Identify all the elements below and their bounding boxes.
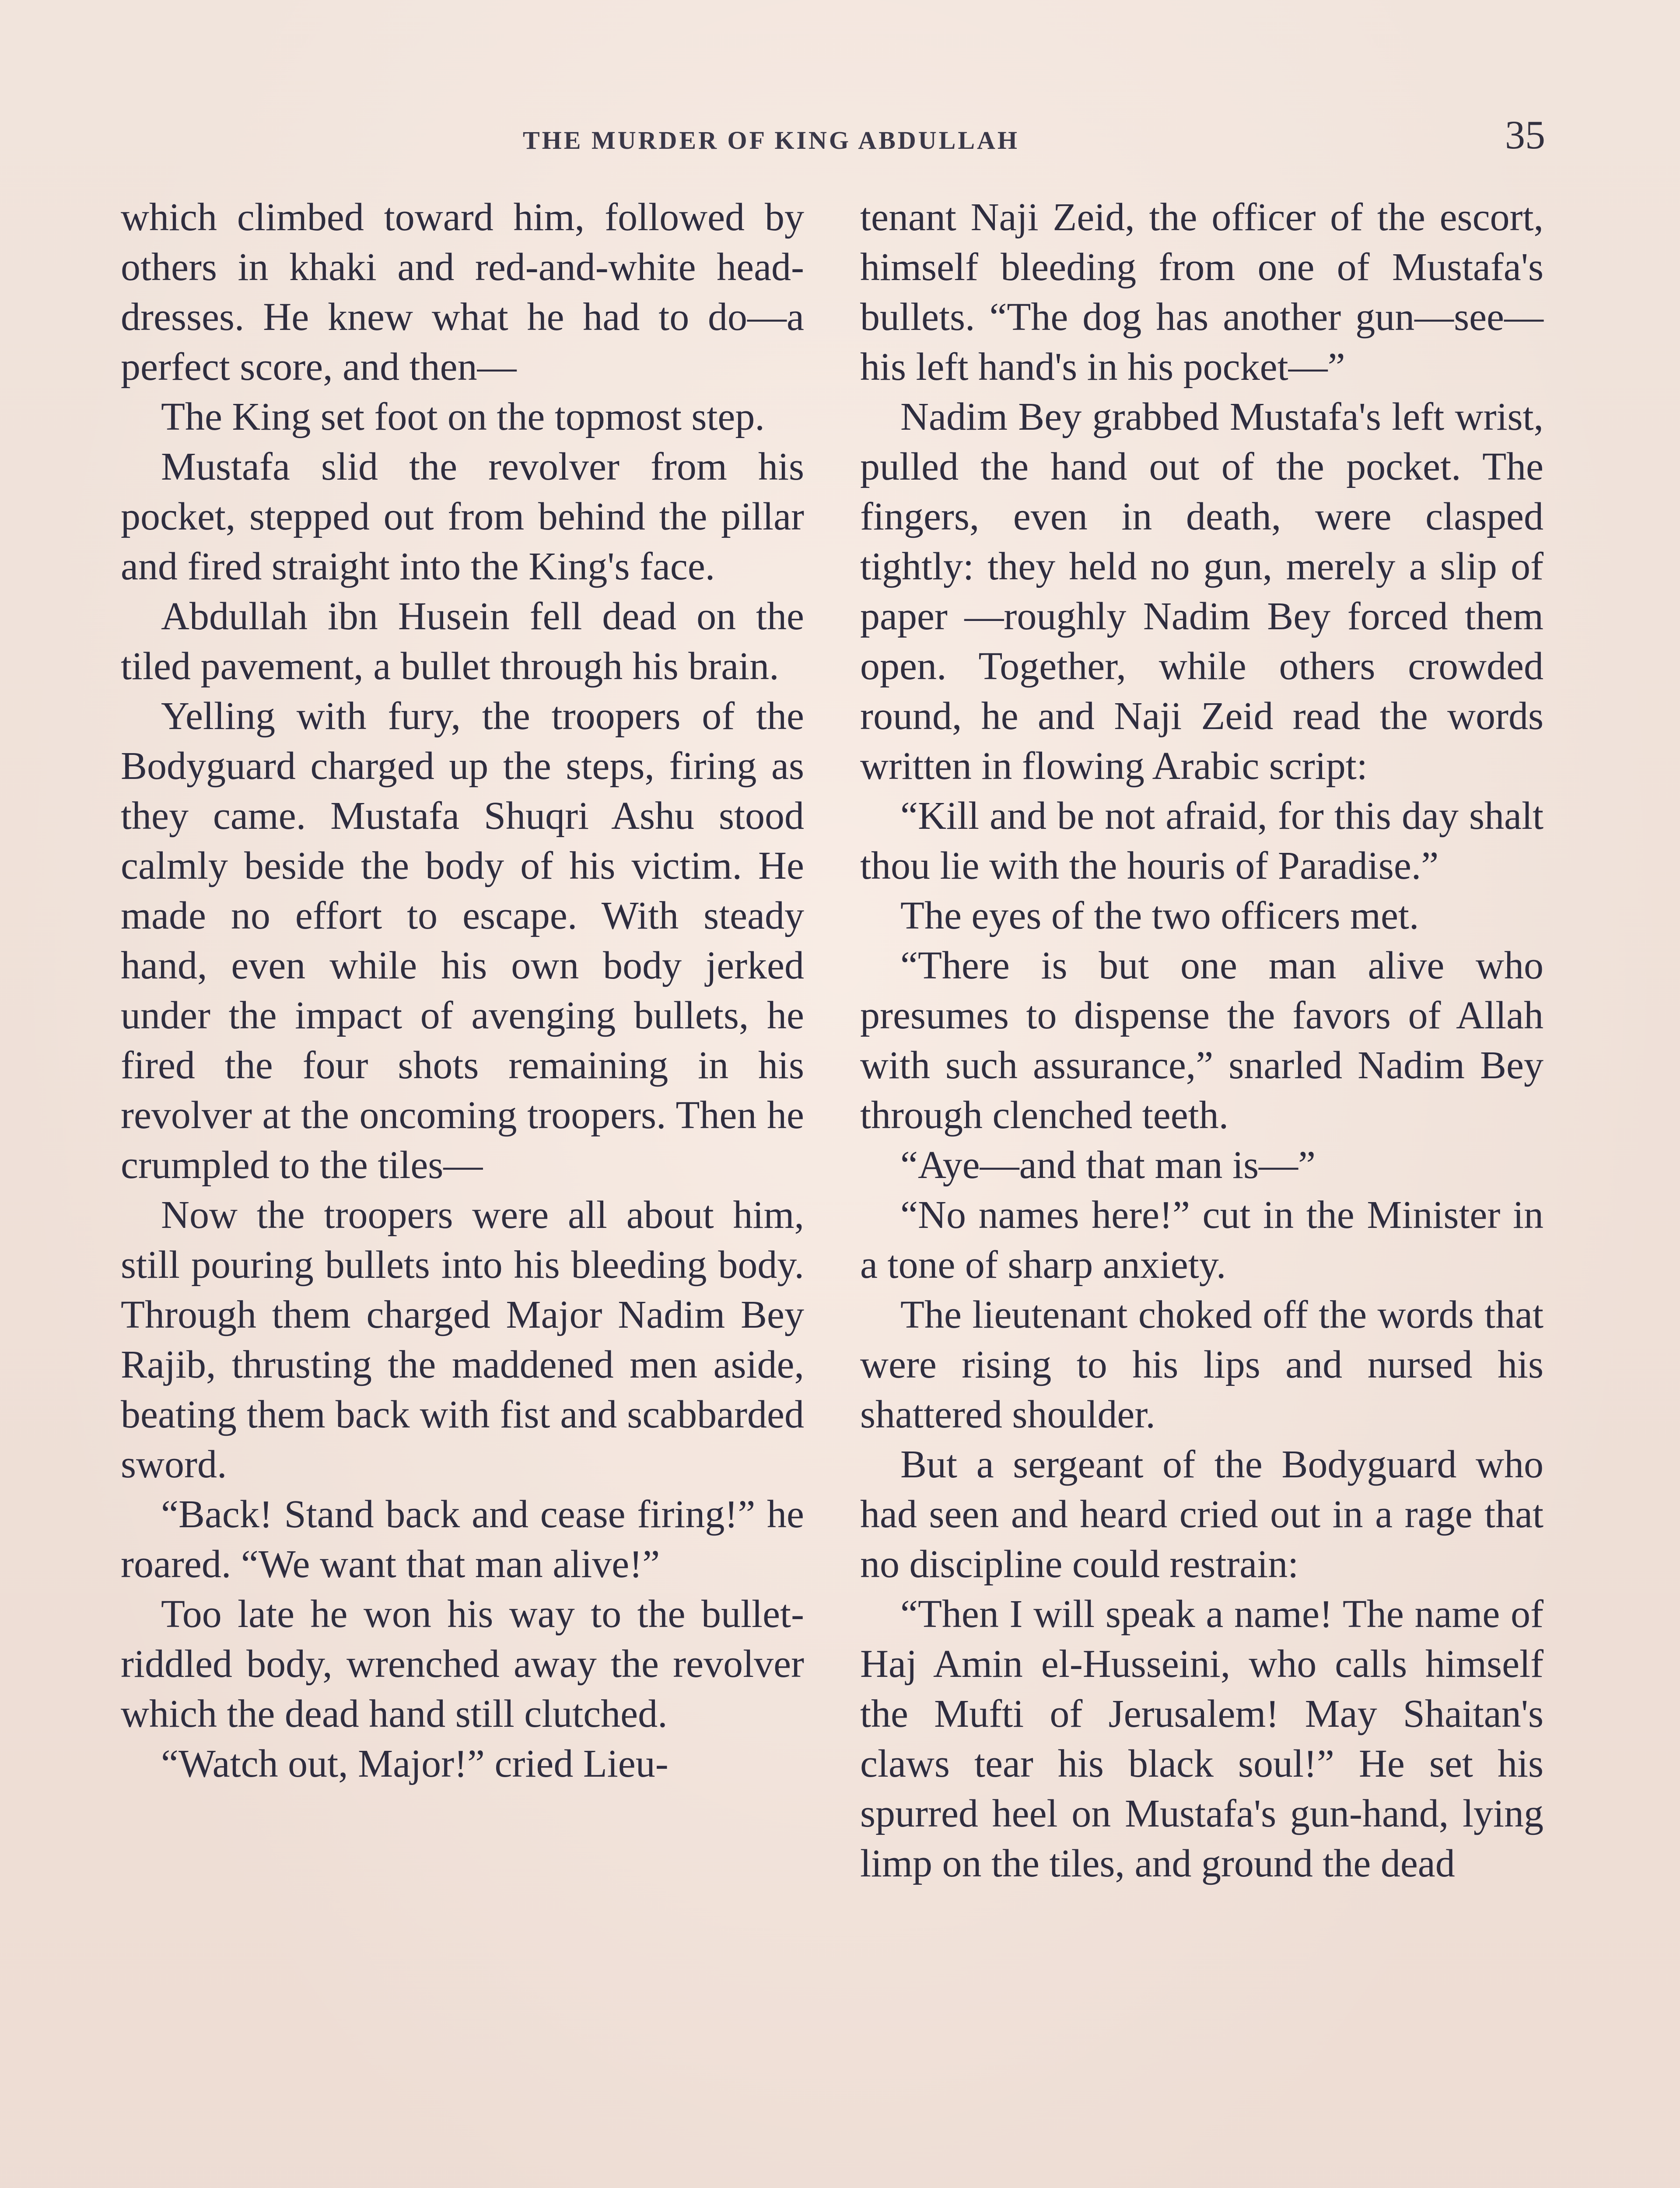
- paragraph: “No names here!” cut in the Minister in a tone of sharp anxiety.: [860, 1193, 1544, 1287]
- paragraph: “Watch out, Major!” cried Lieu-: [161, 1742, 668, 1785]
- paragraph: But a sergeant of the Bodyguard who had seen and heard cried out in a rage that no discipline could restrain:: [860, 1443, 1544, 1586]
- paragraph: “Back! Stand back and cease firing!” he roared. “We want that man alive!”: [121, 1493, 804, 1586]
- paragraph: “There is but one man alive who presumes to dispense the favors of Allah with such assurance,” snarled Nadim Bey through clenched teeth.: [860, 944, 1544, 1137]
- paragraph: The eyes of the two officers met.: [900, 894, 1419, 937]
- right-text-column: [860, 193, 1544, 1889]
- paragraph: Mustafa slid the revolver from his pocket, stepped out from behind the pillar and fired straight into the King's face.: [121, 445, 804, 588]
- paragraph: “Then I will speak a name! The name of Haj Amin el-Husseini, who calls himself the Mufti of Jerusalem! May Shaitan's claws tear his black soul!” He set his spurred heel on Mustafa's gun-hand, lying limp on the tiles, and ground the dead: [860, 1592, 1544, 1885]
- paragraph: Nadim Bey grabbed Mustafa's left wrist, pulled the hand out of the pocket. The fingers, even in death, were clasped tightly: they held no gun, merely a slip of paper —roughly Nadim Bey forced them open. Together, while others crowded round, he and Naji Zeid read the words written in flowing Arabic script:: [860, 395, 1544, 788]
- paragraph: Too late he won his way to the bullet-riddled body, wrenched away the revolver which the dead hand still clutched.: [121, 1592, 804, 1736]
- paragraph: which climbed toward him, followed by others in khaki and red-and-white head-dresses. He knew what he had to do—a perfect score, and then—: [121, 196, 804, 389]
- paragraph: The lieutenant choked off the words that were rising to his lips and nursed his shattered shoulder.: [860, 1293, 1544, 1436]
- running-title: THE MURDER OF KING ABDULLAH: [523, 126, 1020, 154]
- paragraph: tenant Naji Zeid, the officer of the escort, himself bleeding from one of Mustafa's bullets. “The dog has another gun—see—his left hand's in his pocket—”: [860, 196, 1544, 389]
- paragraph: Now the troopers were all about him, still pouring bullets into his bleeding body. Through them charged Major Nadim Bey Rajib, thrusting the maddened men aside, beating them back with fist and scabbarded sword.: [121, 1193, 804, 1486]
- paragraph: “Kill and be not afraid, for this day shalt thou lie with the houris of Paradise.”: [860, 794, 1544, 887]
- page-number: 35: [1505, 112, 1545, 157]
- paragraph: Yelling with fury, the troopers of the Bodyguard charged up the steps, firing as they came. Mustafa Shuqri Ashu stood calmly beside the body of his victim. He made no effort to escape. With steady hand, even while his own body jerked under the impact of avenging bullets, he fired the four shots remaining in his revolver at the oncoming troopers. Then he crumpled to the tiles—: [121, 694, 804, 1187]
- paragraph: The King set foot on the topmost step.: [161, 395, 765, 438]
- left-text-column: [121, 193, 804, 1789]
- paragraph: “Aye—and that man is—”: [900, 1143, 1316, 1187]
- paragraph: Abdullah ibn Husein fell dead on the tiled pavement, a bullet through his brain.: [121, 595, 804, 688]
